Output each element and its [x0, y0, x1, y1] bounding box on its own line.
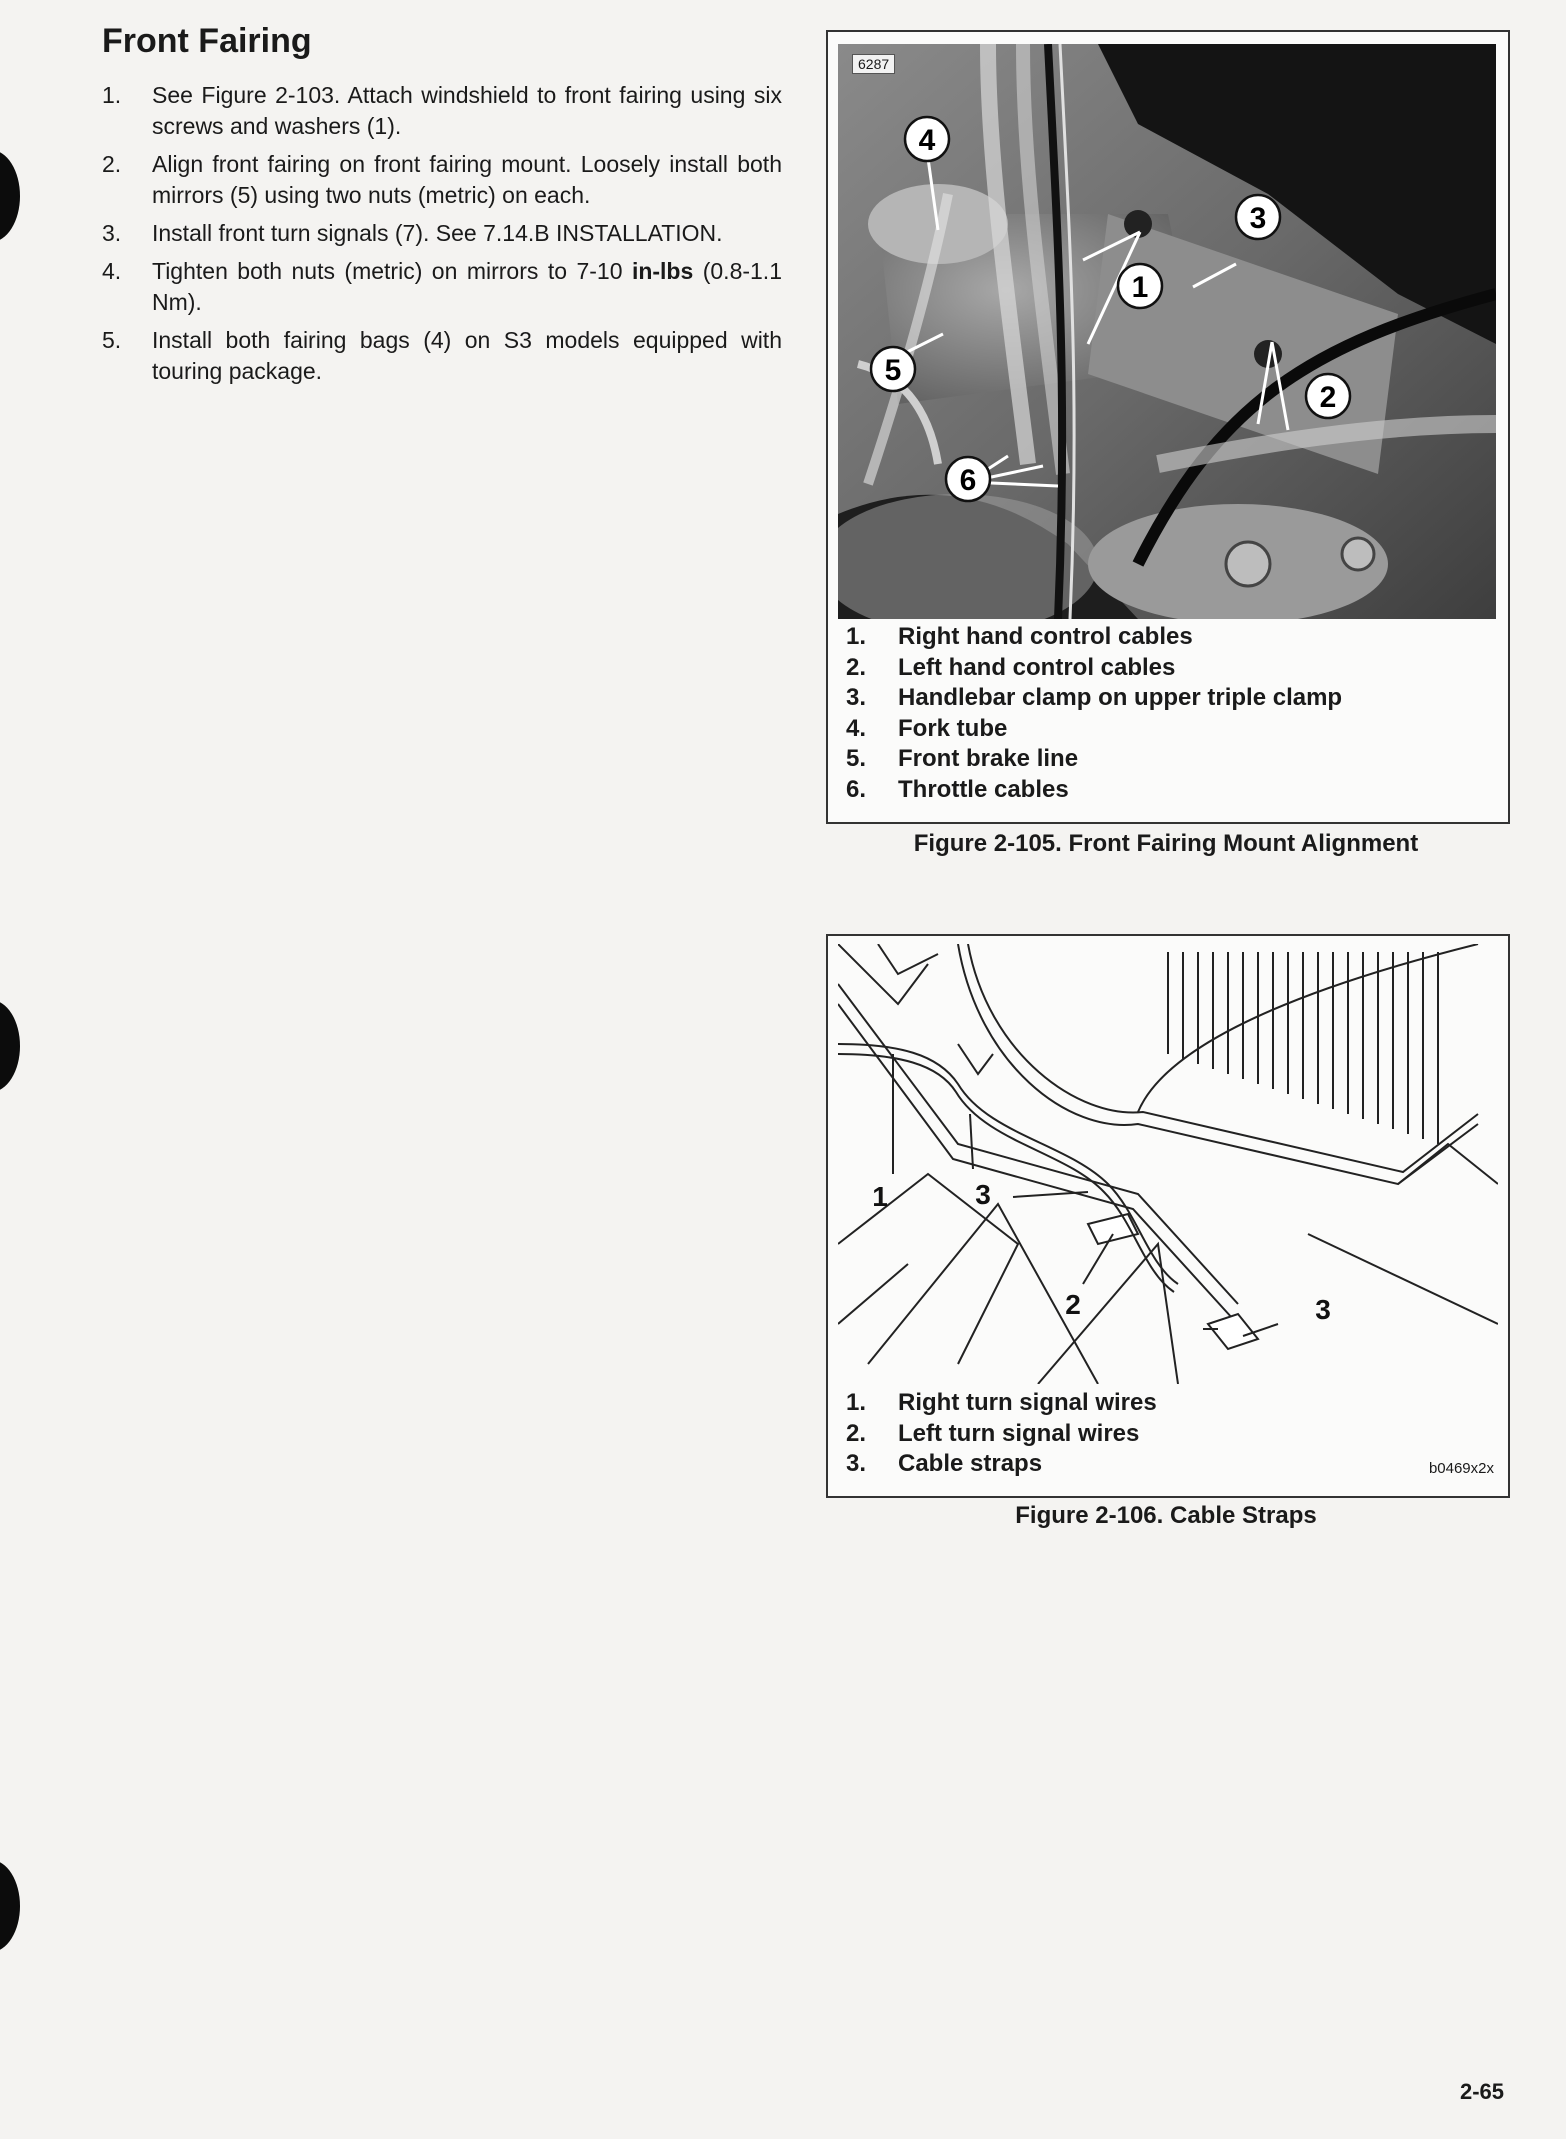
cable-straps-drawing-art [838, 944, 1498, 1384]
callout-5 [871, 347, 915, 391]
legend-item: 5. Front brake line [846, 745, 1079, 772]
callout-3: 3 [975, 1179, 991, 1210]
procedure-steps [102, 80, 782, 394]
cable-straps-drawing [838, 944, 1498, 1384]
legend-item: 3. Cable straps [846, 1450, 1043, 1477]
figure-2-105 [826, 30, 1510, 824]
fig106-legend [846, 1388, 1157, 1480]
callout-4 [905, 117, 949, 161]
leader-3a-b [970, 1114, 973, 1169]
fairing-mount-photo [838, 44, 1496, 619]
legend-item: 2. Left hand control cables [846, 653, 1176, 681]
section-title: Front Fairing [102, 22, 312, 60]
legend-item: 1. Right hand control cables [846, 623, 1193, 650]
svg-text:4: 4 [918, 124, 936, 157]
legend-item: 4. Fork tube [846, 714, 1008, 742]
fig105-callouts [838, 44, 1496, 619]
svg-text:5: 5 [884, 354, 902, 387]
step-5: 5. Install both fairing bags (4) on S3 models equipped with touring package. [102, 327, 782, 384]
svg-text:2: 2 [1319, 381, 1337, 414]
binder-hole-middle [0, 1000, 20, 1092]
figure-caption-106: Figure 2-106. Cable Straps [1015, 1502, 1317, 1529]
legend-item: 3. Handlebar clamp on upper triple clamp [846, 684, 1343, 711]
fig105-legend [846, 622, 1342, 805]
callout-2 [1306, 374, 1350, 418]
page-number: 2-65 [1459, 2079, 1504, 2104]
callout-1: 1 [872, 1181, 888, 1212]
svg-text:1: 1 [1131, 271, 1149, 304]
callout-6 [946, 457, 990, 501]
callout-1 [1118, 264, 1162, 308]
callout-3: 3 [1315, 1294, 1331, 1325]
leader-2 [1258, 342, 1288, 430]
figure-2-106 [826, 934, 1510, 1498]
step-1: 1. See Figure 2-103. Attach windshield to front fairing using six screws and washers (1). [102, 82, 782, 139]
binder-hole-bottom [0, 1860, 20, 1952]
svg-text:6: 6 [959, 464, 977, 497]
legend-item: 2. Left turn signal wires [846, 1419, 1140, 1447]
legend-item: 6. Throttle cables [846, 775, 1069, 803]
binder-hole-top [0, 150, 20, 242]
step-3: 3. Install front turn signals (7). See 7.14.B INSTALLATION. [102, 220, 723, 246]
svg-text:3: 3 [1249, 202, 1267, 235]
leader-3a [1013, 1192, 1088, 1197]
art-code: b0469x2x [1428, 1460, 1494, 1477]
photo-id: 6287 [852, 54, 895, 74]
figure-caption-105: Figure 2-105. Front Fairing Mount Alignment [913, 830, 1419, 857]
step-2: 2. Align front fairing on front fairing mount. Loosely install both mirrors (5) using two nuts (metric) on each. [102, 151, 782, 208]
leader-3 [1193, 264, 1236, 287]
callout-3 [1236, 195, 1280, 239]
legend-item: 1. Right turn signal wires [846, 1389, 1157, 1416]
leader-4 [927, 151, 938, 230]
callout-2: 2 [1065, 1289, 1081, 1320]
step-4: 4. Tighten both nuts (metric) on mirrors to 7-10 in-lbs (0.8-1.1 Nm). [102, 258, 782, 315]
